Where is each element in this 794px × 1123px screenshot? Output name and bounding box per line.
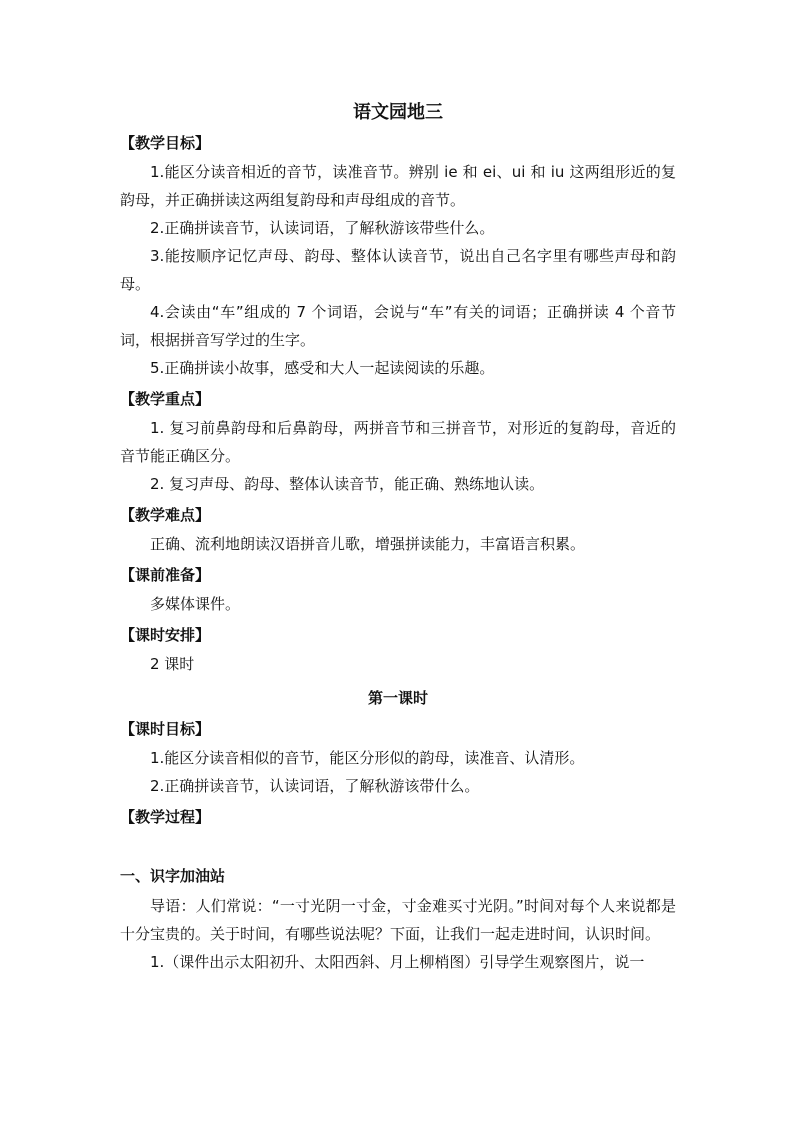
- schedule-text: 2 课时: [150, 655, 195, 673]
- teaching-goal-item: 3.能按顺序记忆声母、韵母、整体认读音节，说出自己名字里有哪些声母和韵母。: [120, 247, 676, 293]
- teaching-goals-heading: 【教学目标】: [120, 134, 211, 152]
- difficulties-heading: 【教学难点】: [120, 506, 211, 524]
- preparation-heading: 【课前准备】: [120, 566, 211, 584]
- spacer: [120, 832, 676, 858]
- teaching-goal-item: 4.会读由“车”组成的 7 个词语，会说与“车”有关的词语；正确拼读 4 个音节词，根据拼音写学过的生字。: [120, 303, 676, 349]
- section1-paragraph: 1.（课件出示太阳初升、太阳西斜、月上柳梢图）引导学生观察图片，说一: [150, 953, 645, 971]
- lesson-goal-item: 2.正确拼读音节，认读词语，了解秋游该带什么。: [150, 777, 480, 795]
- key-point-item: 2. 复习声母、韵母、整体认读音节，能正确、熟练地认读。: [150, 475, 545, 493]
- document-title: 语文园地三: [353, 102, 443, 123]
- teaching-process-heading: 【教学过程】: [120, 808, 211, 826]
- key-points-heading: 【教学重点】: [120, 390, 211, 408]
- teaching-goal-item: 1.能区分读音相近的音节，读准音节。辨别 ie 和 ei、ui 和 iu 这两组形近的复韵母，并正确拼读这两组复韵母和声母组成的音节。: [120, 163, 676, 209]
- teaching-goal-item: 2.正确拼读音节，认读词语，了解秋游该带些什么。: [150, 219, 495, 237]
- lesson-goal-item: 1.能区分读音相似的音节，能区分形似的韵母，读准音、认清形。: [150, 749, 585, 767]
- key-point-item: 1. 复习前鼻韵母和后鼻韵母，两拼音节和三拼音节，对形近的复韵母，音近的音节能正确区分。: [120, 419, 676, 465]
- preparation-text: 多媒体课件。: [150, 595, 241, 613]
- section1-paragraph: 导语：人们常说：“一寸光阴一寸金，寸金难买寸光阴。”时间对每个人来说都是十分宝贵的。关于时间，有哪些说法呢？下面，让我们一起走进时间，认识时间。: [120, 897, 676, 943]
- teaching-goal-item: 5.正确拼读小故事，感受和大人一起读阅读的乐趣。: [150, 359, 495, 377]
- schedule-heading: 【课时安排】: [120, 626, 211, 644]
- lesson-goals-heading: 【课时目标】: [120, 720, 211, 738]
- section1-heading: 一、识字加油站: [120, 867, 226, 885]
- difficulties-text: 正确、流利地朗读汉语拼音儿歌，增强拼读能力，丰富语言积累。: [150, 535, 586, 553]
- document-body: [120, 100, 676, 976]
- lesson1-title: 第一课时: [367, 689, 428, 707]
